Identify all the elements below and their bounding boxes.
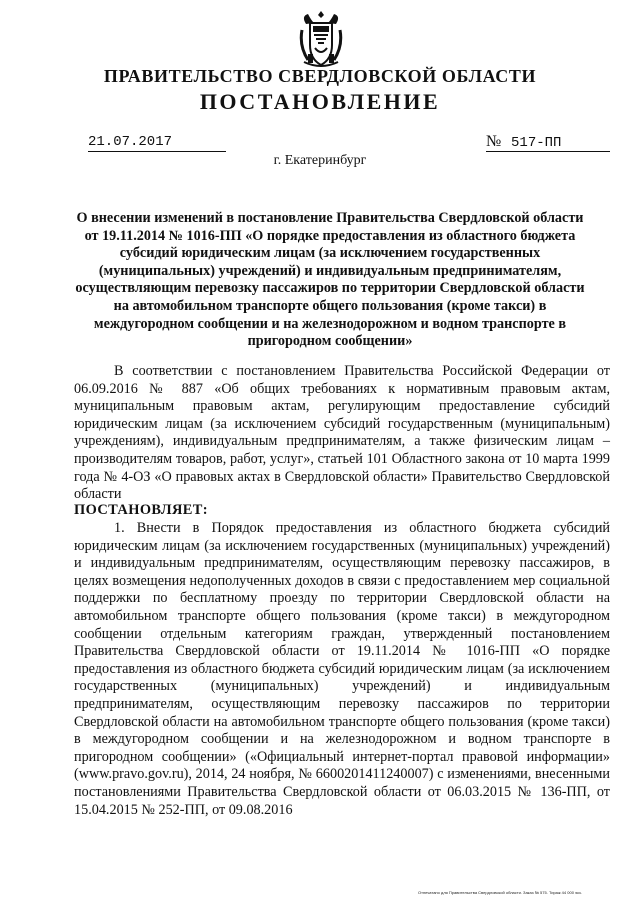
document-date: 21.07.2017 bbox=[88, 134, 226, 152]
document-type: ПОСТАНОВЛЕНИЕ bbox=[199, 89, 441, 114]
city: г. Екатеринбург bbox=[273, 153, 367, 168]
print-footer: Отпечатано для Правительства Свердловской области. Заказ № 575. Тираж 44 000 экз. bbox=[418, 890, 582, 895]
document-title: О внесении изменений в постановление Правительства Свердловской области от 19.11.2014 № 1016-ПП «О порядке предоставления из областного бюджета субсидий юридическим лицам (за исключением государственных (муниципальных) учреждений) и индивидуальным предпринимателям, осуществляющим перевозку пассажиров по территории Свердловской области на автомобильном транспорте общего пользования (кроме такси) в междугородном сообщении и на железнодорожном и водном транспорте в пригородном сообщении» bbox=[75, 210, 585, 350]
government-name: ПРАВИТЕЛЬСТВО СВЕРДЛОВСКОЙ ОБЛАСТИ bbox=[103, 66, 537, 86]
document-number bbox=[486, 133, 610, 152]
item-1-paragraph: 1. Внести в Порядок предоставления из областного бюджета субсидий юридическим лицам (за исключением государственных (муниципальных) учреждений) и индивидуальным предпринимателям, осуществляющим перевозку пассажиров, в целях возмещения недополученных доходов в связи с предоставлением мер социальной поддержки по бесплатному проезду по территории Свердловской области на автомобильном транспорте общего пользования (кроме такси) в междугородном сообщении отдельным категориям граждан, утвержденный постановлением Правительства Свердловской области от 19.11.2014 № 1016-ПП «О порядке предоставления из областного бюджета субсидий юридическим лицам (за исключением государственных (муниципальных) учреждений) и индивидуальным предпринимателям, осуществляющим перевозку пассажиров по территории Свердловской области на автомобильном транспорте общего пользования (кроме такси) в междугородном сообщении и на железнодорожном и водном транспорте в пригородном сообщении» («Официальный интернет-портал правовой информации» (www.pravo.gov.ru), 2014, 24 ноября, № 6600201411240007) с изменениями, внесенными постановлениями Правительства Свердловской области от 06.03.2015 № 136-ПП, от 15.04.2015 № 252-ПП, от 09.08.2016 bbox=[74, 520, 610, 818]
coat-of-arms-icon bbox=[298, 10, 344, 68]
number-value: 517-ПП bbox=[511, 135, 562, 151]
number-sign: № bbox=[486, 133, 502, 150]
preamble-paragraph: В соответствии с постановлением Правительства Российской Федерации от 06.09.2016 № 887 «Об общих требованиях к нормативным правовым актам, муниципальным правовым актам, регулирующим предоставление субсидий юридическим лицам (за исключением субсидий государственным (муниципальным) учреждениям), индивидуальным предпринимателям, а также физическим лицам – производителям товаров, работ, услуг», статьей 101 Областного закона от 10 марта 1999 года № 4-ОЗ «О правовых актах в Свердловской области» Правительство Свердловской области bbox=[74, 363, 610, 503]
resolves-heading: ПОСТАНОВЛЯЕТ: bbox=[74, 502, 208, 518]
